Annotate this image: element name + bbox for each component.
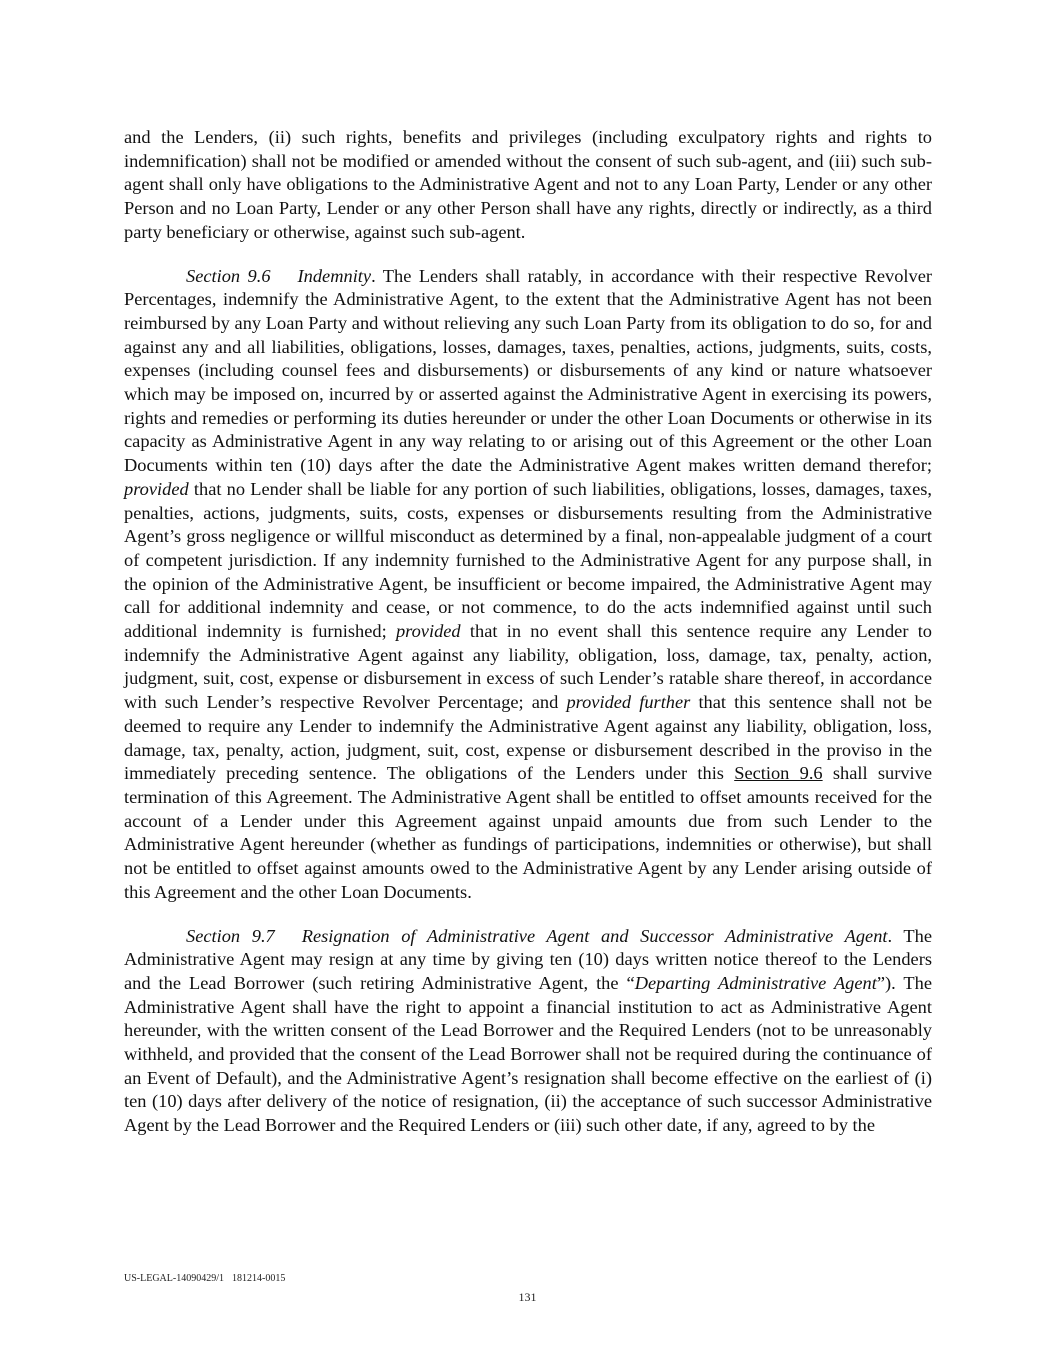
section-title: Indemnity xyxy=(297,265,372,286)
doc-id: US-LEGAL-14090429/1 xyxy=(124,1273,224,1284)
section-number: Section 9.6 xyxy=(186,265,271,286)
section-text: shall survive termination of this Agreement. The Administrative Agent shall be entitled to offset amounts received for the account of a Lender under this Agreement against unpaid amounts due from such Lender to the Administrative Agent hereunder (whether as fundings of participations, indemnities or otherwise), but shall not be entitled to offset against amounts owed to the Administrative Agent by any Lender arising outside of this Agreement and the other Loan Documents. xyxy=(124,763,932,902)
section-text: that no Lender shall be liable for any portion of such liabilities, obligations, losses, damages, taxes, penalties, actions, judgments, suits, costs, expenses or disbursements resulting from the Administrative Agent’s gross negligence or willful misconduct as determined by a final, non-appealable judgment of a court of competent jurisdiction. If any indemnity furnished to the Administrative Agent for any purpose shall, in the opinion of the Administrative Agent, be insufficient or become impaired, the Administrative Agent may call for additional indemnity and cease, or not commence, to do the acts indemnified against until such additional indemnity is furnished; xyxy=(124,478,932,642)
defined-term: Departing Administrative Agent xyxy=(634,972,877,993)
proviso-term: provided xyxy=(395,621,461,642)
section-text: The Administrative Agent may resign at any time by giving ten (10) days written notice thereof to the Lenders and the Lead Borrower (such retiring Administrative Agent, the “ xyxy=(124,925,932,993)
paragraph-text: and the Lenders, (ii) such rights, benefits and privileges (including exculpatory rights and rights to indemnification) shall not be modified or amended without the consent of such sub-agent, and (iii) such sub-agent shall only have obligations to the Administrative Agent and not to any Loan Party, Lender or any other Person and no Loan Party, Lender or any other Person shall have any rights, directly or indirectly, as a third party beneficiary or otherwise, against such sub-agent. xyxy=(124,127,932,242)
page-number: 131 xyxy=(518,1290,537,1304)
section-text: that this sentence shall not be deemed to require any Lender to indemnify the Administrative Agent against any liability, obligation, loss, damage, tax, penalty, action, judgment, suit, cost, expense or disbursement described in the proviso in the immediately preceding sentence. The obligations of the Lenders under this xyxy=(124,692,932,784)
section-text: that in no event shall this sentence require any Lender to indemnify the Administrative Agent against any liability, obligation, loss, damage, tax, penalty, action, judgment, suit, cost, expense or disbursement in excess of such Lender’s ratable share thereof, in accordance with such Lender’s respective Revolver Percentage; and xyxy=(124,621,933,713)
section-number: Section 9.7 xyxy=(186,925,275,946)
section-text: ”). The Administrative Agent shall have the right to appoint a financial institution to act as Administrative Agent hereunder, with the written consent of the Lead Borrower and the Required Lenders (not to be unreasonably withheld, and provided that the consent of the Lead Borrower shall not be required during the continuance of an Event of Default), and the Administrative Agent’s resignation shall become effective on the earliest of (i) ten (10) days after delivery of the notice of resignation, (ii) the acceptance of such successor Administrative Agent by the Lead Borrower and the Required Lenders or (iii) such other date, if any, agreed to by the xyxy=(124,972,933,1136)
document-body xyxy=(124,126,932,1158)
section-title: Resignation of Administrative Agent and Successor Administrative Agent xyxy=(301,925,888,946)
section-cross-reference: Section 9.6 xyxy=(734,763,823,784)
section-9-7: Section 9.7 Resignation of Administrative Agent and Successor Administrative Agent. The Administrative Agent may resign at any time by giving ten (10) days written notice thereof to the Lenders and the Lead Borrower (such retiring Administrative Agent, the “Departing Administrative Agent”). The Administrative Agent shall have the right to appoint a financial institution to act as Administrative Agent hereunder, with the written consent of the Lead Borrower and the Required Lenders (not to be unreasonably withheld, and provided that the consent of the Lead Borrower shall not be required during the continuance of an Event of Default), and the Administrative Agent’s resignation shall become effective on the earliest of (i) ten (10) days after delivery of the notice of resignation, (ii) the acceptance of such successor Administrative Agent by the Lead Borrower and the Required Lenders or (iii) such other date, if any, agreed to by the xyxy=(124,925,933,1136)
section-text: The Lenders shall ratably, in accordance with their respective Revolver Percentages, indemnify the Administrative Agent, to the extent that the Administrative Agent has not been reimbursed by any Loan Party and without relieving any such Loan Party from its obligation to do so, for and against any and all liabilities, obligations, losses, damages, taxes, penalties, actions, judgments, suits, costs, expenses (including counsel fees and disbursements) or disbursements of any kind or nature whatsoever which may be imposed on, incurred by or asserted against the Administrative Agent in exercising its powers, rights and remedies or performing its duties hereunder or under the other Loan Documents or otherwise in its capacity as Administrative Agent in any way relating to or arising out of this Agreement or the other Loan Documents within ten (10) days after the date the Administrative Agent makes written demand therefor; xyxy=(124,265,932,476)
footer-document-id xyxy=(124,1273,285,1284)
proviso-term: provided xyxy=(124,478,189,499)
paragraph-continuation xyxy=(124,126,932,245)
section-9-6: Section 9.6 Indemnity. The Lenders shall ratably, in accordance with their respective Revolver Percentages, indemnify the Administrative Agent, to the extent that the Administrative Agent has not been reimbursed by any Loan Party and without relieving any such Loan Party from its obligation to do so, for and against any and all liabilities, obligations, losses, damages, taxes, penalties, actions, judgments, suits, costs, expenses (including counsel fees and disbursements) or disbursements of any kind or nature whatsoever which may be imposed on, incurred by or asserted against the Administrative Agent in exercising its powers, rights and remedies or performing its duties hereunder or under the other Loan Documents or otherwise in its capacity as Administrative Agent in any way relating to or arising out of this Agreement or the other Loan Documents within ten (10) days after the date the Administrative Agent makes written demand therefor; provided that no Lender shall be liable for any portion of such liabilities, obligations, losses, damages, taxes, penalties, actions, judgments, suits, costs, expenses or disbursements resulting from the Administrative Agent’s gross negligence or willful misconduct as determined by a final, non-appealable judgment of a court of competent jurisdiction. If any indemnity furnished to the Administrative Agent for any purpose shall, in the opinion of the Administrative Agent, be insufficient or become impaired, the Administrative Agent may call for additional indemnity and cease, or not commence, to do the acts indemnified against until such additional indemnity is furnished; provided that in no event shall this sentence require any Lender to indemnify the Administrative Agent against any liability, obligation, loss, damage, tax, penalty, action, judgment, suit, cost, expense or disbursement in excess of such Lender’s ratable share thereof, in accordance with such Lender’s respective Revolver Percentage; and provided further that this sentence shall not be deemed to require any Lender to indemnify the Administrative Agent against any liability, obligation, loss, damage, tax, penalty, action, judgment, suit, cost, expense or disbursement described in the proviso in the immediately preceding sentence. The obligations of the Lenders under this Section 9.6 shall survive termination of this Agreement. The Administrative Agent shall be entitled to offset amounts received for the account of a Lender under this Agreement against unpaid amounts due from such Lender to the Administrative Agent hereunder (whether as fundings of participations, indemnities or otherwise), but shall not be entitled to offset against amounts owed to the Administrative Agent by any Lender arising outside of this Agreement and the other Loan Documents. xyxy=(124,265,933,902)
matter-number: 181214-0015 xyxy=(232,1273,286,1284)
proviso-term: provided further xyxy=(566,692,691,713)
